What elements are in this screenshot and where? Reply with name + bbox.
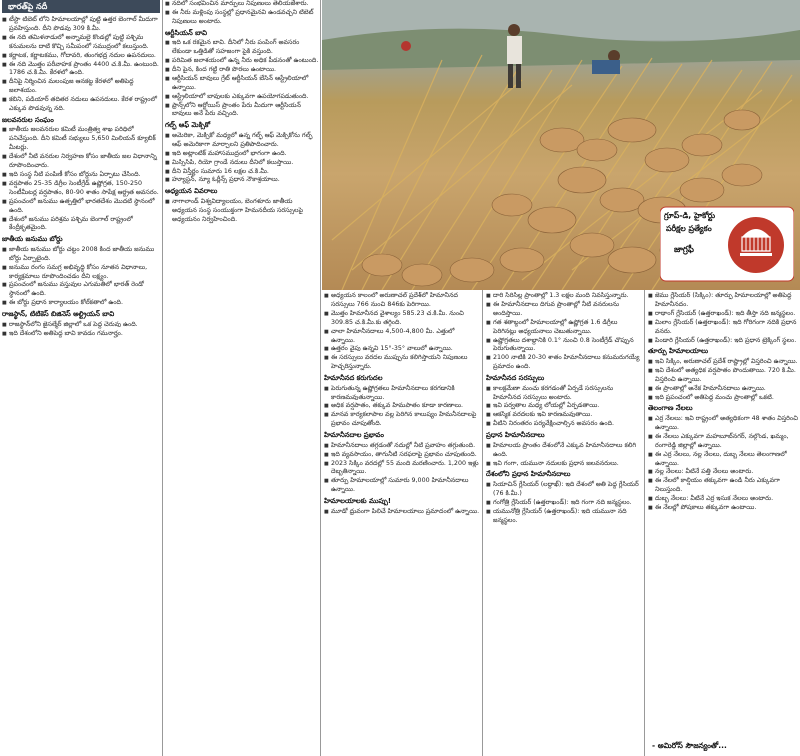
list-item: ■ ఆకస్మిక వరదలకు ఇవి కారణమవుతాయి.	[486, 411, 642, 420]
column-divider	[482, 290, 483, 756]
list-item: ■ ప్రపంచంలో జనుము వస్తువుల ఎగుమతిలో భారత్ రెండో స్థానంలో ఉంది.	[2, 281, 160, 299]
badge-line-3: జాగ్రఫీ	[674, 245, 694, 255]
list-item: ■ హ్యూస్టన్, న్యూ ఓర్లీన్స్ ప్రధాన నౌకాశ్రయాలు.	[165, 176, 319, 185]
list-item: ■ 2023 సిక్కిం వరదల్లో 55 మంది మరణించారు. 1,200 ఇళ్లు దెబ్బతిన్నాయి.	[324, 460, 480, 478]
list-item: ■ జాతీయ జనుము బోర్డు చట్టం 2008 కింద జాతీయ జనుము బోర్డు ఏర్పాటైంది.	[2, 246, 160, 264]
subheading: అధ్యయన వివరాలు	[165, 187, 218, 196]
column-divider	[162, 0, 163, 756]
list-item: ■ వీటిని నిరంతరం పర్యవేక్షించాల్సిన అవసరం ఉంది.	[486, 420, 642, 429]
list-item: ■ 2100 నాటికి 20-30 శాతం హిమానీనదాలు కనుమరుగయ్యే ప్రమాదం ఉంది.	[486, 354, 642, 372]
list-item: ■ ఈ నీరు మళ్లింపు సంస్థల్లో ప్రధానమైనవి ఉండవచ్చని టిబెట్ నిపుణులు అంటారు.	[165, 9, 319, 27]
list-item: ■ నాగాలాండ్ విశ్వవిద్యాలయం, బెంగళూరు జాతీయ అధ్యయన సంస్థ సంయుక్తంగా హిమనదీయ సరస్సులపై అధ్యయనం నిర్వహించింది.	[165, 198, 319, 225]
list-item: ■ హిమాలయ ప్రాంతం దేశంలోనే ఎక్కువ హిమానీనదాలు కలిగి ఉంది.	[486, 442, 642, 460]
list-item: ■ ఇది ఒక రకమైన బావి. దీనిలో నీరు పంపింగ్ అవసరం లేకుండా ఒత్తిడితో సహజంగా పైకి వస్తుంది.	[165, 39, 319, 57]
list-item: ■ దీనిపై నిర్మించిన మలంపుజ ఆనకట్ట కేరళలో అతిపెద్ద జలాశయం.	[2, 78, 160, 96]
list-item: ■ ఇది ప్రపంచంలో అతిపెద్ద మంచు ప్రాంతాల్లో ఒకటి.	[648, 394, 798, 403]
list-item: ■ ఈ నది మొత్తం పరీవాహక ప్రాంతం 4400 చ.కి.మీ. ఉంటుంది. 1786 చ.కి.మీ. కేరళలో ఉంది.	[2, 61, 160, 79]
subheading: జాతీయ జనుము బోర్డు	[2, 235, 63, 244]
column-divider	[644, 290, 645, 756]
list-item: ■ పిండారి గ్లేసియర్ (ఉత్తరాఖండ్): ఇది ప్రధాన ట్రెక్కింగ్ స్థలం.	[648, 337, 798, 346]
list-item: ■ టీస్టా టిబెట్ లోని హిమాలయాల్లో పుట్టి ఉత్తర బెంగాల్ మీదుగా ప్రవహిస్తుంది. దీని పొడవు 309 కి.మీ.	[2, 16, 160, 34]
list-item: ■ మిస్సిసిపి, రియో గ్రాండే నదులు దీనిలో కలుస్తాయి.	[165, 159, 319, 168]
credit-footer: - అమిరోస్ సౌజన్యంతో...	[652, 741, 727, 750]
list-item: ■ దీని పైన, కింద గట్టి రాతి పొరలు ఉంటాయి.	[165, 66, 319, 75]
list-item: ■ ఇది దేశంలోని అతిపెద్ద బావి కావడం గమనార్హం.	[2, 330, 160, 339]
subheading: జలవనరుల సంఘం	[2, 115, 54, 124]
list-item: ■ అధిక వర్షపాతం, తక్కువ హిమపాతం కూడా కారణాలు.	[324, 402, 480, 411]
subheading: దేశంలోని ప్రధాన హిమానీనదాలు	[486, 470, 571, 479]
list-item: ■ ఇవి గంగా, యమునా నదులకు ప్రధాన జలవనరులు.	[486, 460, 642, 469]
list-item: ■ గత శతాబ్దంలో హిమాలయాల్లో ఉష్ణోగ్రత 1.6 డిగ్రీలు పెరిగినట్లు అధ్యయనాలు చెబుతున్నాయి.	[486, 319, 642, 337]
column-5	[648, 292, 798, 738]
list-item: ■ ప్రపంచంలో జనుము ఉత్పత్తిలో భారతదేశం మొదటి స్థానంలో ఉంది.	[2, 198, 160, 216]
list-item: ■ ఎర్ర నేలలు: ఇవి రాష్ట్రంలో అత్యధికంగా 48 శాతం విస్తరించి ఉన్నాయి.	[648, 415, 798, 433]
subheading: గల్ఫ్ ఆఫ్ మెక్సికో	[165, 121, 211, 130]
column-1	[2, 0, 160, 756]
list-item: ■ జాతీయ జలవనరుల కమిటీ మంత్రిత్వ శాఖ పరిధిలో పనిచేస్తుంది. దీని కమిటీ సభ్యులు 5,650 మిలియన్ క్యూబిక్ మీటర్లు.	[2, 126, 160, 153]
subheading: తెలంగాణ నేలలు	[648, 404, 693, 413]
subheading: రాజస్థాన్, టిటికెస్ బిజినెస్ అల్ట్రియన్ బావి	[2, 310, 115, 319]
section-badge	[660, 205, 794, 283]
list-item: ■ కాలక్రమేణా మంచు కరగడంతో ఏర్పడే సరస్సులను హిమానీనద సరస్సులు అంటారు.	[486, 385, 642, 403]
list-item: ■ ఈ బోర్డు ప్రధాన కార్యాలయం కోల్‌కతాలో ఉంది.	[2, 299, 160, 308]
badge-line-2: పరీక్షల ప్రత్యేకం	[666, 224, 712, 233]
list-item: ■ ఆర్టీసియన్ బావులు గ్రేట్ ఆర్టీసియన్ బేసిన్ ఆస్ట్రేలియాలో ఉన్నాయి.	[165, 75, 319, 93]
subheading: హిమాలయాలకు ముప్పు!	[324, 497, 391, 506]
list-item: ■ నల్ల నేలలు: వీటినే పత్తి నేలలు అంటారు.	[648, 468, 798, 477]
list-item: ■ మొత్తం హిమానీనద వైశాల్యం 585.23 చ.కి.మీ. నుంచి 309.85 చ.కి.మీ.కు తగ్గింది.	[324, 310, 480, 328]
list-item: ■ ఇది అట్లాంటిక్ మహాసముద్రంలో భాగంగా ఉంది.	[165, 150, 319, 159]
list-item: ■ ఈ నది తమిళనాడులో అన్నామలై కొండల్లో పుట్టి పశ్చిమ కనుమలను దాటి కొచ్చి సమీపంలో సముద్రంలో కలుస్తుంది.	[2, 34, 160, 52]
list-item: ■ మిలాం గ్లేసియర్ (ఉత్తరాఖండ్): ఇది గోరిగంగా నదికి ప్రధాన వనరు.	[648, 319, 798, 337]
list-item: ■ దేశంలో జనుము పరిశ్రమ పశ్చిమ బెంగాల్ రాష్ట్రంలో కేంద్రీకృతమైంది.	[2, 216, 160, 234]
list-item: ■ ఇది వ్యవసాయం, తాగునీటి సరఫరాపై ప్రభావం చూపుతుంది.	[324, 451, 480, 460]
badge-line-1: గ్రూప్-డి, హైకోర్టు	[664, 211, 716, 220]
list-item: ■ ఈ ఎర్ర నేలలు, నల్ల నేలలు, దుబ్బ నేలలు తెలంగాణలో ఉన్నాయి.	[648, 451, 798, 469]
list-item: ■ ఇవి పర్వతాల మధ్య లోయల్లో ఏర్పడతాయి.	[486, 402, 642, 411]
subheading: ప్రధాన హిమానీనదాలు	[486, 431, 545, 440]
column-4	[486, 292, 642, 756]
column-2	[165, 0, 319, 756]
list-item: ■ ఫ్రాన్స్‌లోని ఆర్టోయిస్ ప్రాంతం పేరు మీదుగా ఆర్టీసియన్ బావులు అనే పేరు వచ్చింది.	[165, 102, 319, 120]
list-item: ■ పెరుగుతున్న ఉష్ణోగ్రతలు హిమానీనదాలు కరగడానికి కారణమవుతున్నాయి.	[324, 385, 480, 403]
subheading: హిమానీనద సరస్సులు	[486, 374, 545, 383]
list-item: ■ మూడో ధ్రువంగా పిలిచే హిమాలయాలు ప్రమాదంలో ఉన్నాయి.	[324, 508, 480, 517]
list-item: ■ కర్ణాటక, కర్ణాటకము, గోదావరి, తుంగభద్ర నదుల ఉపనదులు.	[2, 52, 160, 61]
list-item: ■ ఈ నేలలు ఎక్కువగా మహబూబ్‌నగర్, నల్గొండ, ఖమ్మం, రంగారెడ్డి జిల్లాల్లో ఉన్నాయి.	[648, 433, 798, 451]
list-item: ■ ఉష్ణోగ్రతలు దశాబ్దానికి 0.1° నుంచి 0.8 సెంటీగ్రేడ్ చొప్పున పెరుగుతున్నాయి.	[486, 337, 642, 355]
list-item: ■ అధ్యయన కాలంలో అరుణాచల్ ప్రదేశ్‌లో హిమానీనద సరస్సులు 766 నుంచి 846కు పెరిగాయి.	[324, 292, 480, 310]
list-item: ■ రాజస్థాన్‌లోని జైసల్మేర్ జిల్లాలో ఒక పెద్ద చెరువు ఉంది.	[2, 321, 160, 330]
list-item: ■ మానవ కార్యకలాపాల వల్ల పెరిగిన కాలుష్యం హిమనీనదాలపై ప్రభావం చూపుతోంది.	[324, 411, 480, 429]
list-item: ■ వర్షపాతం 25-35 డిగ్రీల సెంటీగ్రేడ్ ఉష్ణోగ్రత, 150-250 సెంటీమీటర్ల వర్షపాతం, 80-90 శాతం సాపేక్ష ఆర్ద్రత అవసరం.	[2, 180, 160, 198]
subheading: హిమానీనద కరుగుదల	[324, 374, 383, 383]
list-item: ■ కబిని, పడియార్ తదితర నదులు ఉపనదులు. కేరళ రాష్ట్రంలో ఎక్కువ పొడవున్న నది.	[2, 96, 160, 114]
list-item: ■ దీని విస్తీర్ణం సుమారు 16 లక్షల చ.కి.మీ.	[165, 168, 319, 177]
list-item: ■ జెము గ్లేసియర్ (సిక్కిం): తూర్పు హిమాలయాల్లో అతిపెద్ద హిమానీనదం.	[648, 292, 798, 310]
subheading: హిమానీనదాల ప్రభావం	[324, 431, 384, 440]
list-item: ■ నదిలో సంభవించిన మార్పులు నిపుణులు తెలియజేశారు.	[165, 0, 319, 9]
list-item: ■ ఈ నేలలో కాల్షియం తక్కువగా ఉండి నీరు ఎక్కువగా నిలుస్తుంది.	[648, 477, 798, 495]
list-item: ■ పరిమిత జలాశయంలో ఉన్న నీరు అధిక పీడనంతో ఉంటుంది.	[165, 57, 319, 66]
list-item: ■ ఈ ప్రాంతాల్లో అనేక హిమానీనదాలు ఉన్నాయి.	[648, 385, 798, 394]
list-item: ■ ఇవి దేశంలో అత్యధిక వర్షపాతం పొందుతాయి. 720 కి.మీ. విస్తరించి ఉన్నాయి.	[648, 367, 798, 385]
list-item: ■ దుబ్బ నేలలు: వీటినే ఎర్ర ఇసుక నేలలు అంటారు.	[648, 495, 798, 504]
column-3	[324, 292, 480, 756]
section-header: భారత్‌పై నదీ	[2, 0, 160, 13]
list-item: ■ రాథాంగ్ గ్లేసియర్ (ఉత్తరాఖండ్): ఇది తీస్తా నది జన్మస్థలం.	[648, 310, 798, 319]
list-item: ■ చాలా హిమానీనదాలు 4,500-4,800 మీ. ఎత్తులో ఉన్నాయి.	[324, 328, 480, 346]
list-item: ■ ఈ నేలల్లో పోషకాలు తక్కువగా ఉంటాయి.	[648, 504, 798, 513]
list-item: ■ ఈ సరస్సులు వరదల ముప్పును కలిగిస్తాయని నిపుణులు హెచ్చరిస్తున్నారు.	[324, 354, 480, 372]
list-item: ■ ఉత్తరం వైపు ఉన్నవి 15°-35° వాలులో ఉన్నాయి.	[324, 345, 480, 354]
list-item: ■ యమునోత్రి గ్లేసియర్ (ఉత్తరాఖండ్): ఇది యమునా నది జన్మస్థలం.	[486, 508, 642, 526]
list-item: ■ సియాచిన్ గ్లేసియర్ (లద్దాఖ్): ఇది దేశంలో అతి పెద్ద గ్లేసియర్ (76 కి.మీ.)	[486, 481, 642, 499]
list-item: ■ దేశంలో నీటి వనరుల నిర్వహణ కోసం జాతీయ జల విధానాన్ని రూపొందించారు.	[2, 153, 160, 171]
list-item: ■ తూర్పు హిమాలయాల్లో సుమారు 9,000 హిమానీనదాలు ఉన్నాయి.	[324, 477, 480, 495]
list-item: ■ హిమానీనదాలు తగ్గడంతో నదుల్లో నీటి ప్రవాహం తగ్గుతుంది.	[324, 442, 480, 451]
list-item: ■ అమెరికా, మెక్సికో మధ్యలో ఉన్న గల్ఫ్ ఆఫ్ మెక్సికోను గల్ఫ్ ఆఫ్ అమెరికాగా మార్చాలని ప్రతిపాదించారు.	[165, 132, 319, 150]
list-item: ■ ఇవి సిక్కిం, అరుణాచల్ ప్రదేశ్ రాష్ట్రాల్లో విస్తరించి ఉన్నాయి.	[648, 358, 798, 367]
subheading: ఆర్టీసియన్ బావి	[165, 28, 208, 37]
list-item: ■ దారి సిరిసిల్ల ప్రాంతాల్లో 1.3 లక్షల మంది నివసిస్తున్నారు.	[486, 292, 642, 301]
column-divider	[320, 0, 321, 756]
list-item: ■ జనుము రంగం సమగ్ర అభివృద్ధి కోసం నూతన విధానాలు, కార్యక్రమాలు రూపొందించడం దీని లక్ష్యం.	[2, 264, 160, 282]
list-item: ■ ఆస్ట్రేలియాలో బావులకు ఎక్కువగా ఉపయోగపడుతుంది.	[165, 93, 319, 102]
list-item: ■ ఇది సంస్థ నీటి పంపిణీ కోసం బోర్డును ఏర్పాటు చేసింది.	[2, 171, 160, 180]
list-item: ■ ఈ హిమానీనదాలు దిగువ ప్రాంతాల్లో నీటి వనరులను అందిస్తాయి.	[486, 301, 642, 319]
subheading: తూర్పు హిమాలయాలు	[648, 347, 709, 356]
list-item: ■ గంగోత్రి గ్లేసియర్ (ఉత్తరాఖండ్): ఇది గంగా నది జన్మస్థలం.	[486, 499, 642, 508]
